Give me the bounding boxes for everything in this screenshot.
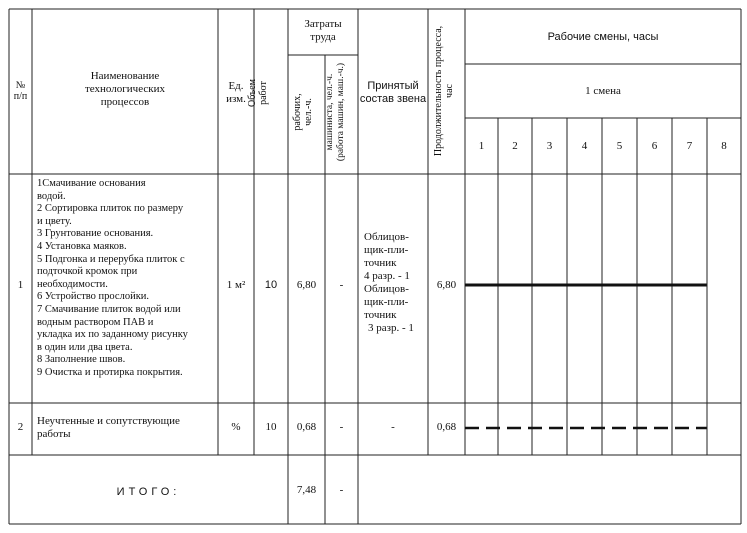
header-num: № п/п (13, 80, 28, 102)
process-line: 2 Сортировка плиток по размеру (37, 203, 184, 215)
crew-line: щик-пли- (364, 244, 409, 256)
process-line: 6 Устройство прослойки. (37, 291, 150, 303)
process-line: 3 Грунтование основания. (37, 228, 154, 240)
row-2-machinists: - (339, 421, 344, 433)
row-1-processes (37, 178, 217, 380)
process-line: 9 Очистка и протирка покрытия. (37, 366, 183, 378)
hour-label: 1 (478, 140, 485, 152)
hour-label: 3 (546, 140, 553, 152)
header-duration: Продолжительность процесса, час (433, 25, 455, 157)
total-label: ИТОГО: (116, 486, 181, 498)
row-1-duration: 6,80 (436, 279, 457, 291)
process-line: водой. (37, 190, 66, 202)
process-line: подточкой кромок при (37, 266, 138, 278)
crew-line: точник (364, 309, 397, 321)
header-labor: Затраты труда (304, 18, 342, 43)
header-shift-1: 1 смена (585, 85, 621, 97)
row-2-workers: 0,68 (296, 421, 317, 433)
process-line: 1Смачивание основания (37, 178, 146, 189)
hour-label: 2 (512, 140, 518, 152)
hour-label: 5 (616, 140, 623, 152)
header-labor-machinists: машиниста, чел.-ч. (работа машин, маш.-ч.) (325, 62, 346, 162)
crew-line: 3 разр. - 1 (368, 322, 414, 334)
header-labor-workers: рабочих, чел.-ч. (292, 93, 314, 131)
total-workers: 7,48 (296, 484, 317, 496)
row-1-unit: 1 м² (226, 279, 246, 291)
crew-line: Облицов- (364, 231, 409, 243)
hour-label: 6 (651, 140, 658, 152)
process-line: укладка их по заданному рисунку (37, 329, 188, 341)
process-line: 5 Подгонка и перерубка плиток с (37, 253, 185, 265)
header-unit: Ед. изм. (226, 80, 246, 105)
row-2-num: 2 (17, 421, 24, 433)
header-volume: Объем работ (247, 79, 269, 107)
row-1-volume: 10 (264, 279, 278, 291)
process-line: 7 Смачивание плиток водой или (37, 303, 181, 315)
process-line: в один или два цвета. (37, 341, 133, 353)
row-2-volume: 10 (265, 421, 277, 433)
crew-line: точник (364, 257, 397, 269)
row-2-crew: - (391, 421, 395, 433)
process-line: необходимости. (37, 278, 108, 290)
hour-label: 7 (686, 140, 693, 152)
crew-line: щик-пли- (364, 296, 409, 308)
hour-label: 4 (581, 140, 588, 152)
crew-line: 4 разр. - 1 (364, 270, 410, 282)
process-line: и цвету. (37, 215, 72, 227)
process-line: работы (37, 428, 71, 440)
total-machinists: - (339, 484, 344, 496)
crew-line: Облицов- (364, 283, 409, 295)
row-1-machinists: - (339, 279, 344, 291)
header-name: Наименование технологических процессов (85, 70, 165, 108)
row-1-crew (364, 231, 428, 335)
row-2-unit: % (231, 421, 241, 433)
row-2-processes (37, 415, 217, 441)
process-line: Неучтенные и сопутствующие (37, 415, 180, 427)
process-line: 4 Установка маяков. (37, 240, 127, 252)
header-shifts: Рабочие смены, часы (547, 31, 659, 43)
process-line: 8 Заполнение швов. (37, 354, 126, 366)
row-1-num: 1 (17, 279, 24, 291)
header-crew: Принятый состав звена (359, 80, 427, 105)
row-1-workers: 6,80 (296, 279, 317, 291)
process-line: водным раствором ПАВ и (37, 316, 154, 328)
hour-label: 8 (721, 140, 727, 152)
row-2-duration: 0,68 (436, 421, 457, 433)
